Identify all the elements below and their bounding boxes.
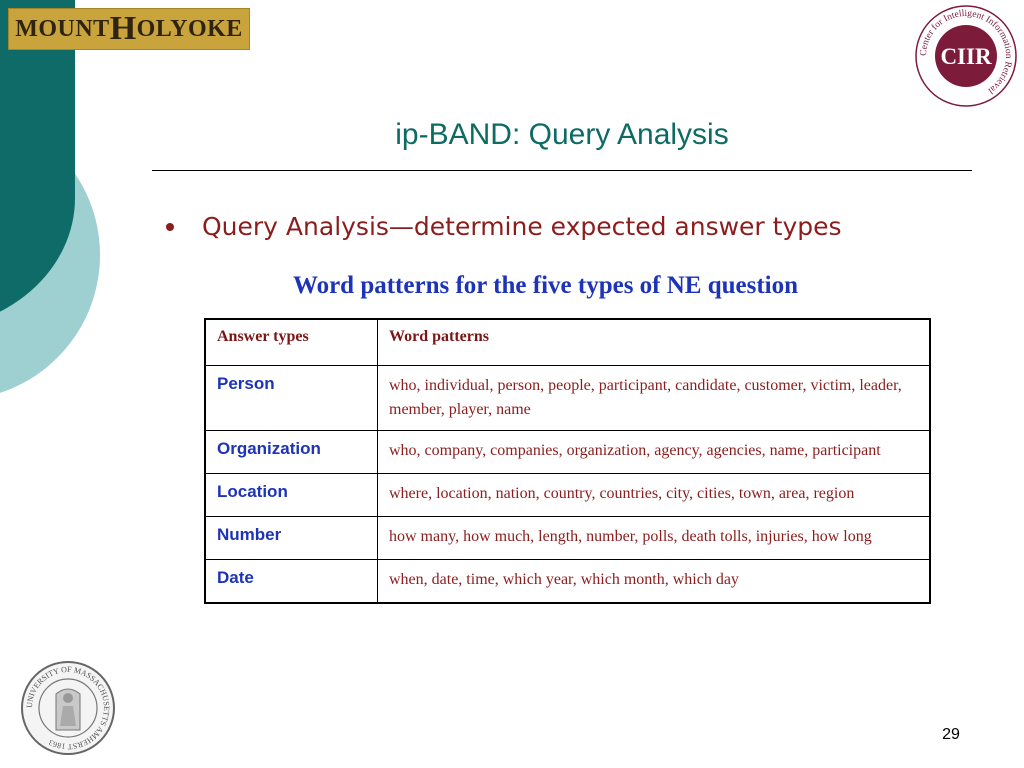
- bullet-dot-icon: [166, 223, 174, 231]
- table-row: [205, 366, 930, 431]
- table-row: [205, 517, 930, 560]
- logo-text-cap: H: [109, 10, 137, 47]
- mount-holyoke-logo: [8, 8, 250, 50]
- answer-type-cell: Date: [205, 560, 378, 604]
- table-header-row: [205, 319, 930, 366]
- table-row: [205, 474, 930, 517]
- answer-type-cell: Person: [205, 366, 378, 431]
- bullet-text: Query Analysis—determine expected answer types: [202, 212, 842, 241]
- answer-type-cell: Number: [205, 517, 378, 560]
- answer-type-cell: Location: [205, 474, 378, 517]
- page-number: 29: [942, 726, 960, 743]
- logo-text-part1: MOUNT: [15, 15, 110, 42]
- university-seal: [20, 660, 116, 756]
- word-patterns-cell: who, company, companies, organization, agency, agencies, name, participant: [378, 431, 931, 474]
- header-answer-types: Answer types: [205, 319, 378, 366]
- word-patterns-cell: when, date, time, which year, which month, which day: [378, 560, 931, 604]
- word-patterns-table: [204, 318, 931, 604]
- header-word-patterns: Word patterns: [378, 319, 931, 366]
- seal-ring-text: UNIVERSITY OF MASSACHUSETTS AMHERST 1863: [24, 664, 112, 752]
- word-patterns-cell: how many, how much, length, number, polls, death tolls, injuries, how long: [378, 517, 931, 560]
- logo-text-part2: OLYOKE: [136, 15, 243, 42]
- slide-title: ip-BAND: Query Analysis: [395, 118, 729, 151]
- title-divider: [152, 170, 972, 171]
- word-patterns-cell: where, location, nation, country, countries, city, cities, town, area, region: [378, 474, 931, 517]
- ciir-ring-text: Center for Intelligent Information Retrieval: [918, 8, 1014, 96]
- answer-type-cell: Organization: [205, 431, 378, 474]
- ciir-center-text: CIIR: [940, 44, 992, 69]
- bullet-item: [166, 212, 842, 241]
- table-row: [205, 431, 930, 474]
- ciir-logo: [914, 4, 1018, 108]
- table-caption: Word patterns for the five types of NE question: [292, 272, 799, 299]
- word-patterns-cell: who, individual, person, people, participant, candidate, customer, victim, leader, member, player, name: [378, 366, 931, 431]
- table-row: [205, 560, 930, 604]
